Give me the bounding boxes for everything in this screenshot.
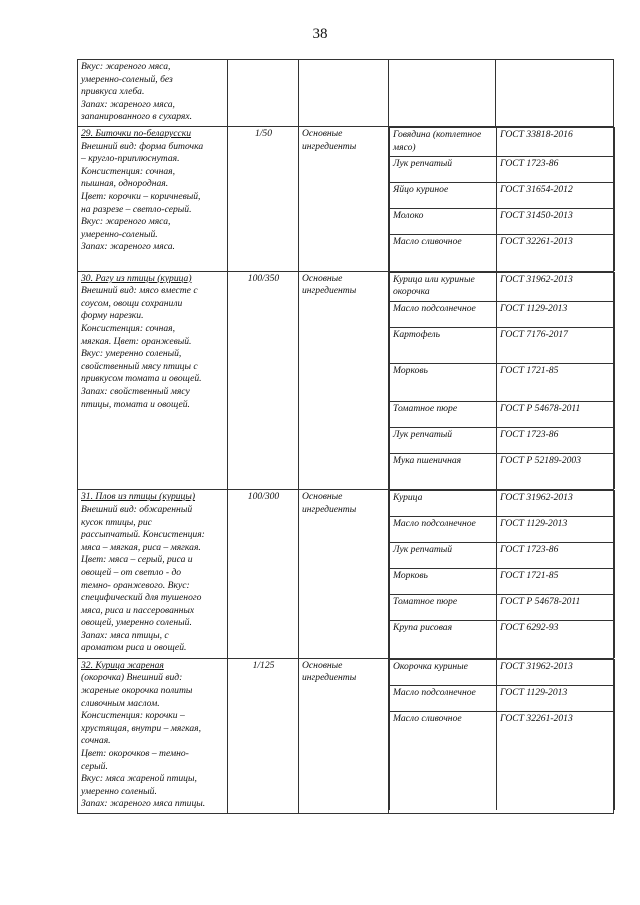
desc-line: Запах: жареного мяса птицы.: [81, 798, 206, 810]
ingredient-cell: [389, 490, 614, 659]
ingredient-row: [390, 157, 615, 183]
ingredient-name: Окорочка куриные: [390, 659, 497, 685]
ingredient-row: [390, 595, 615, 621]
ingredient-cell: [389, 126, 614, 271]
page-number: 38: [312, 26, 328, 42]
ingredient-list: [389, 490, 615, 658]
recipe-description: [78, 271, 228, 490]
desc-line: Вкус: жареного мяса,: [81, 216, 171, 228]
ingredient-name: Морковь: [390, 363, 497, 401]
ingredient-row: [390, 711, 615, 810]
recipe-row: [78, 126, 614, 271]
desc-line: (окорочка) Внешний вид:: [81, 672, 183, 684]
desc-line: сочная.: [81, 735, 111, 747]
ingredient-name: Томатное пюре: [390, 595, 497, 621]
ingredient-row: [390, 569, 615, 595]
ingredient-name: Крупа рисовая: [390, 621, 497, 658]
desc-line: серый.: [81, 760, 108, 772]
desc-line: темно- оранжевого. Вкус:: [81, 579, 190, 591]
desc-line: форму нарезки.: [81, 310, 144, 322]
continuation-row: [78, 60, 614, 127]
ingredient-name: Курица или куриные окорочка: [390, 272, 497, 301]
ingredient-row: [390, 491, 615, 517]
desc-line: умеренно-соленый, без: [81, 73, 173, 85]
desc-line: мяса, риса и пассерованных: [81, 604, 195, 616]
desc-line: пышная, однородная.: [81, 178, 169, 190]
ingredient-name: Мука пшеничная: [390, 453, 497, 489]
ingredient-standard: ГОСТ 1129-2013: [497, 301, 615, 327]
recipe-description: [78, 658, 228, 813]
ingredient-cell: [389, 658, 614, 813]
ingredient-row: [390, 517, 615, 543]
recipe-row: [78, 271, 614, 490]
desc-line: соусом, овощи сохранили: [81, 297, 183, 309]
ingredient-row: [390, 183, 615, 209]
desc-line: Цвет: окорочков – темно-: [81, 748, 189, 759]
desc-line: на разрезе – светло-серый.: [81, 203, 192, 215]
desc-line: хрустящая, внутри – мягкая,: [81, 722, 202, 734]
ingredient-standard: ГОСТ Р 54678-2011: [497, 595, 615, 621]
desc-line: Вкус: умеренно соленый,: [81, 348, 182, 360]
recipe-category: Основные ингредиенты: [299, 490, 389, 659]
continuation-category: [299, 60, 389, 127]
desc-line: Вкус: жареного мяса,: [81, 61, 171, 72]
ingredient-standard: ГОСТ 32261-2013: [497, 235, 615, 271]
desc-line: мяса – мягкая, риса – мягкая.: [81, 541, 201, 553]
ingredient-standard: ГОСТ 31962-2013: [497, 272, 615, 301]
recipe-category: Основные ингредиенты: [299, 658, 389, 813]
ingredient-standard: ГОСТ 7176-2017: [497, 327, 615, 363]
desc-line: кусок птицы, рис: [81, 516, 152, 528]
desc-line: птицы, томата и овощей.: [81, 398, 190, 410]
recipe-category: Основные ингредиенты: [299, 126, 389, 271]
ingredient-name: Масло подсолнечное: [390, 301, 497, 327]
desc-line: [81, 660, 225, 673]
recipe-yield: 1/125: [228, 658, 299, 813]
ingredient-name: Картофель: [390, 327, 497, 363]
ingredient-name: Масло сливочное: [390, 235, 497, 271]
ingredient-name: Говядина (котлетное мясо): [390, 127, 497, 156]
ingredient-list: [389, 659, 615, 811]
ingredient-name: Масло подсолнечное: [390, 517, 497, 543]
continuation-yield: [228, 60, 299, 127]
ingredient-row: [390, 401, 615, 427]
desc-line: Запах: жареного мяса.: [81, 241, 175, 253]
desc-line: Внешний вид: мясо вместе с: [81, 285, 198, 297]
ingredient-row: [390, 209, 615, 235]
ingredient-cell: [389, 271, 614, 490]
desc-line: мягкая. Цвет: оранжевый.: [81, 335, 192, 347]
recipe-title: 30. Рагу из птицы (курица): [81, 272, 192, 284]
ingredient-standard: ГОСТ 32261-2013: [497, 711, 615, 810]
desc-line: умеренно-соленый.: [81, 228, 158, 240]
ingredient-name: Лук репчатый: [390, 157, 497, 183]
ingredient-name: Курица: [390, 491, 497, 517]
desc-line: запанированного в сухарях.: [81, 111, 193, 123]
ingredient-standard: ГОСТ 1723-86: [497, 543, 615, 569]
desc-line: привкусом томата и овощей.: [81, 373, 202, 385]
ingredient-name: Масло сливочное: [390, 711, 497, 810]
ingredient-row: [390, 327, 615, 363]
ingredient-standard: ГОСТ 1129-2013: [497, 517, 615, 543]
continuation-description: [78, 60, 228, 127]
recipe-yield: 1/50: [228, 126, 299, 271]
ingredient-name: Морковь: [390, 569, 497, 595]
ingredient-standard: ГОСТ 31654-2012: [497, 183, 615, 209]
ingredient-row: [390, 235, 615, 271]
ingredient-list: [389, 272, 615, 490]
recipe-description: [78, 490, 228, 659]
desc-line: – кругло-приплюснутая.: [81, 153, 180, 165]
desc-line: Консистенция: сочная,: [81, 165, 176, 177]
ingredient-row: [390, 659, 615, 685]
recipe-title: 29. Биточки по-беларусски: [81, 127, 192, 139]
ingredient-row: [390, 453, 615, 489]
recipe-description: [78, 126, 228, 271]
ingredient-standard: ГОСТ Р 52189-2003: [497, 453, 615, 489]
recipe-yield: 100/300: [228, 490, 299, 659]
recipe-yield: 100/350: [228, 271, 299, 490]
desc-line: сливочным маслом.: [81, 697, 160, 709]
recipe-category: Основные ингредиенты: [299, 271, 389, 490]
ingredient-standard: ГОСТ 31962-2013: [497, 659, 615, 685]
recipe-title: 31. Плов из птицы (курицы): [81, 491, 196, 503]
desc-line: умеренно соленый.: [81, 785, 157, 797]
desc-line: ароматом риса и овощей.: [81, 642, 187, 654]
recipe-row: [78, 490, 614, 659]
ingredient-row: [390, 363, 615, 401]
desc-line: Запах: свойственный мясу: [81, 386, 190, 397]
desc-line: Цвет: корочки – коричневый,: [81, 190, 201, 202]
ingredient-name: Яйцо куриное: [390, 183, 497, 209]
ingredient-name: Лук репчатый: [390, 543, 497, 569]
ingredient-row: [390, 272, 615, 301]
ingredient-name: Лук репчатый: [390, 427, 497, 453]
continuation-ingredient: [389, 60, 496, 127]
ingredient-standard: ГОСТ 1721-85: [497, 363, 615, 401]
desc-line: овощей, умеренно соленый.: [81, 617, 192, 629]
ingredient-row: [390, 127, 615, 156]
ingredient-standard: ГОСТ 6292-93: [497, 621, 615, 658]
desc-line: Консистенция: корочки –: [81, 710, 185, 722]
desc-line: Вкус: мяса жареной птицы,: [81, 773, 197, 785]
desc-line: Запах: жареного мяса,: [81, 98, 175, 110]
continuation-standard: [496, 60, 614, 127]
desc-line: Внешний вид: форма биточка: [81, 140, 204, 152]
ingredient-row: [390, 685, 615, 711]
ingredient-row: [390, 621, 615, 658]
ingredient-standard: ГОСТ 1723-86: [497, 157, 615, 183]
ingredient-name: Масло подсолнечное: [390, 685, 497, 711]
ingredient-standard: ГОСТ 31450-2013: [497, 209, 615, 235]
recipe-table: [77, 59, 614, 814]
ingredient-standard: ГОСТ 1721-85: [497, 569, 615, 595]
ingredient-name: Молоко: [390, 209, 497, 235]
ingredient-standard: ГОСТ 1723-86: [497, 427, 615, 453]
ingredient-standard: ГОСТ 33818-2016: [497, 127, 615, 156]
desc-line: овощей – от светло - до: [81, 566, 182, 578]
desc-line: специфический для тушеного: [81, 592, 202, 604]
ingredient-row: [390, 543, 615, 569]
desc-line: свойственный мясу птицы с: [81, 360, 198, 372]
desc-line: Запах: мяса птицы, с: [81, 629, 169, 641]
desc-line: жареные окорочка политы: [81, 685, 193, 697]
ingredient-row: [390, 427, 615, 453]
desc-line: Цвет: мяса – серый, риса и: [81, 554, 193, 566]
recipe-row: [78, 658, 614, 813]
ingredient-standard: ГОСТ 1129-2013: [497, 685, 615, 711]
ingredient-list: [389, 127, 615, 271]
desc-line: рассыпчатый. Консистенция:: [81, 529, 205, 541]
recipe-title: 32. Курица жареная: [81, 659, 164, 671]
ingredient-row: [390, 301, 615, 327]
ingredient-standard: ГОСТ Р 54678-2011: [497, 401, 615, 427]
ingredient-standard: ГОСТ 31962-2013: [497, 491, 615, 517]
desc-line: Внешний вид: обжаренный: [81, 503, 193, 515]
desc-line: привкуса хлеба.: [81, 86, 145, 98]
desc-line: Консистенция: сочная,: [81, 323, 176, 335]
ingredient-name: Томатное пюре: [390, 401, 497, 427]
